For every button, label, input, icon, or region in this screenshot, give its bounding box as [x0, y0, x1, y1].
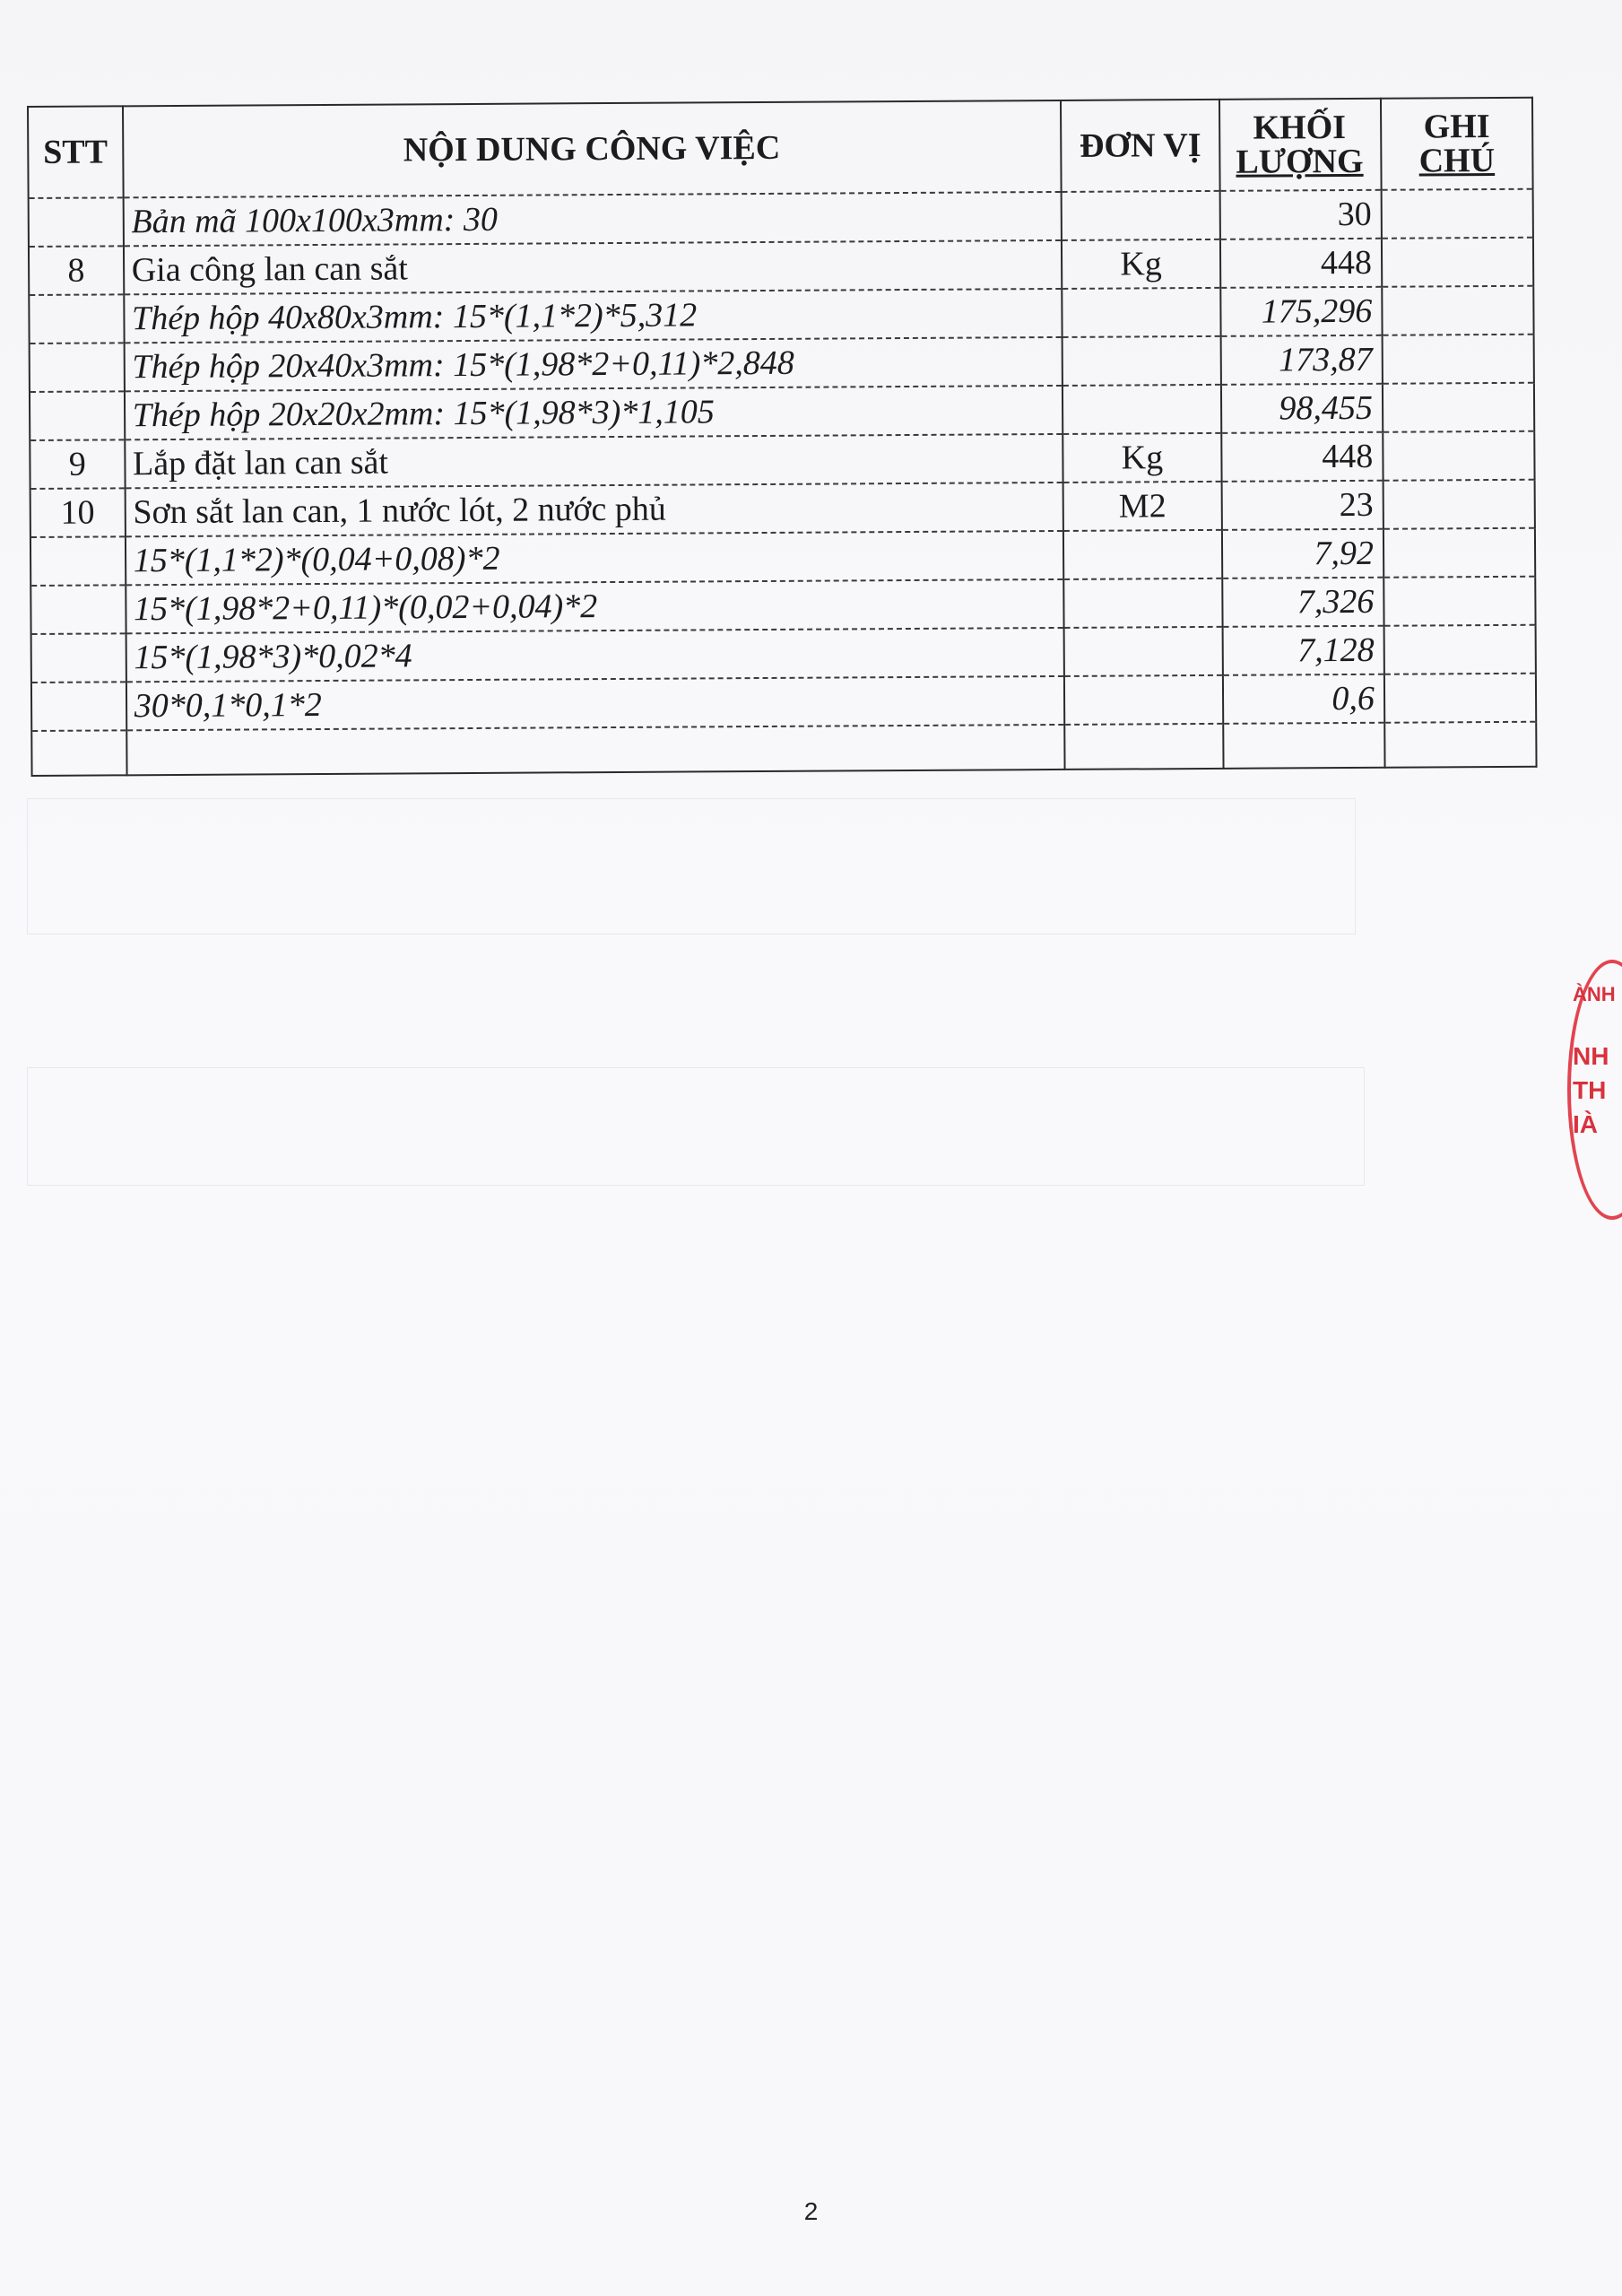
- header-quantity: [1219, 99, 1381, 191]
- row-content: Gia công lan can sắt: [124, 240, 1062, 294]
- header-content: NỘI DUNG CÔNG VIỆC: [123, 100, 1062, 197]
- row-stt: [30, 391, 125, 440]
- row-note: [1383, 625, 1535, 674]
- row-note: [1382, 286, 1533, 335]
- row-stt: [30, 343, 125, 392]
- row-note: [1383, 528, 1535, 578]
- row-note: [1383, 431, 1534, 481]
- row-content: Bản mã 100x100x3mm: 30: [123, 192, 1061, 246]
- row-note: [1383, 383, 1534, 432]
- header-note: [1381, 98, 1533, 190]
- row-quantity: 7,92: [1222, 529, 1383, 578]
- table-header-row: [28, 98, 1533, 198]
- row-note: [1383, 577, 1535, 626]
- row-note: [1384, 722, 1536, 768]
- stamp-text-line3: TH: [1573, 1076, 1607, 1104]
- row-content: 15*(1,1*2)*(0,04+0,08)*2: [126, 531, 1063, 585]
- row-stt: [30, 536, 126, 586]
- row-content: Thép hộp 20x20x2mm: 15*(1,98*3)*1,105: [125, 386, 1063, 439]
- row-quantity: 23: [1222, 481, 1383, 530]
- row-content: 30*0,1*0,1*2: [126, 676, 1064, 730]
- row-stt: [31, 682, 126, 731]
- row-content: Lắp đặt lan can sắt: [125, 434, 1063, 488]
- row-content: 15*(1,98*3)*0,02*4: [126, 628, 1063, 682]
- row-unit: [1063, 627, 1223, 676]
- page-number: 2: [803, 2197, 819, 2225]
- stamp-text-line1: ÀNH: [1573, 983, 1616, 1005]
- row-quantity: 173,87: [1221, 335, 1383, 385]
- row-unit: [1061, 191, 1220, 240]
- row-stt: [30, 585, 126, 634]
- stamp-text-line2: NH: [1573, 1042, 1609, 1070]
- row-unit: Kg: [1063, 433, 1222, 483]
- row-unit: [1063, 578, 1223, 628]
- row-quantity: 175,296: [1221, 287, 1383, 336]
- row-unit: [1063, 530, 1223, 579]
- row-unit: [1062, 288, 1221, 337]
- row-content: Thép hộp 40x80x3mm: 15*(1,1*2)*5,312: [124, 289, 1062, 343]
- row-unit: [1064, 724, 1224, 770]
- row-unit: Kg: [1062, 239, 1221, 289]
- row-stt: [31, 730, 126, 776]
- row-quantity: 448: [1220, 239, 1382, 288]
- row-quantity: 30: [1220, 190, 1382, 239]
- row-content: Thép hộp 20x40x3mm: 15*(1,98*2+0,11)*2,848: [124, 337, 1062, 391]
- row-note: [1382, 238, 1533, 287]
- row-content: [126, 725, 1064, 775]
- header-stt: STT: [28, 106, 123, 198]
- row-note: [1383, 480, 1534, 529]
- row-unit: [1064, 675, 1224, 725]
- stamp-text-line4: IÀ: [1573, 1110, 1598, 1138]
- row-note: [1382, 335, 1533, 384]
- row-unit: [1062, 336, 1221, 386]
- row-stt: 9: [30, 439, 125, 489]
- quantity-table: [27, 97, 1538, 777]
- row-unit: M2: [1063, 482, 1222, 531]
- header-unit: ĐƠN VỊ: [1061, 100, 1220, 192]
- table-row-empty: [31, 722, 1536, 776]
- row-quantity: [1223, 723, 1384, 769]
- row-quantity: 98,455: [1221, 384, 1383, 433]
- row-note: [1381, 189, 1532, 239]
- header-quantity-line2: LƯỢNG: [1236, 142, 1364, 181]
- row-stt: 10: [30, 488, 126, 537]
- row-quantity: 448: [1222, 432, 1383, 482]
- header-quantity-line1: KHỐI: [1253, 109, 1347, 147]
- bleed-through-box: [27, 1067, 1365, 1186]
- row-stt: [31, 633, 126, 683]
- red-seal-stamp: [1567, 960, 1622, 1220]
- row-stt: [29, 294, 124, 344]
- header-note-line1: GHI: [1423, 108, 1490, 146]
- row-quantity: 0,6: [1223, 674, 1384, 724]
- row-content: 15*(1,98*2+0,11)*(0,02+0,04)*2: [126, 579, 1063, 633]
- row-stt: [29, 197, 124, 247]
- row-quantity: 7,326: [1223, 578, 1384, 627]
- row-content: Sơn sắt lan can, 1 nước lót, 2 nước phủ: [125, 483, 1063, 536]
- row-quantity: 7,128: [1223, 626, 1384, 675]
- row-unit: [1063, 385, 1222, 434]
- row-note: [1384, 674, 1536, 723]
- bleed-through-box: [27, 798, 1356, 935]
- row-stt: 8: [29, 246, 124, 295]
- header-note-line2: CHÚ: [1418, 142, 1496, 180]
